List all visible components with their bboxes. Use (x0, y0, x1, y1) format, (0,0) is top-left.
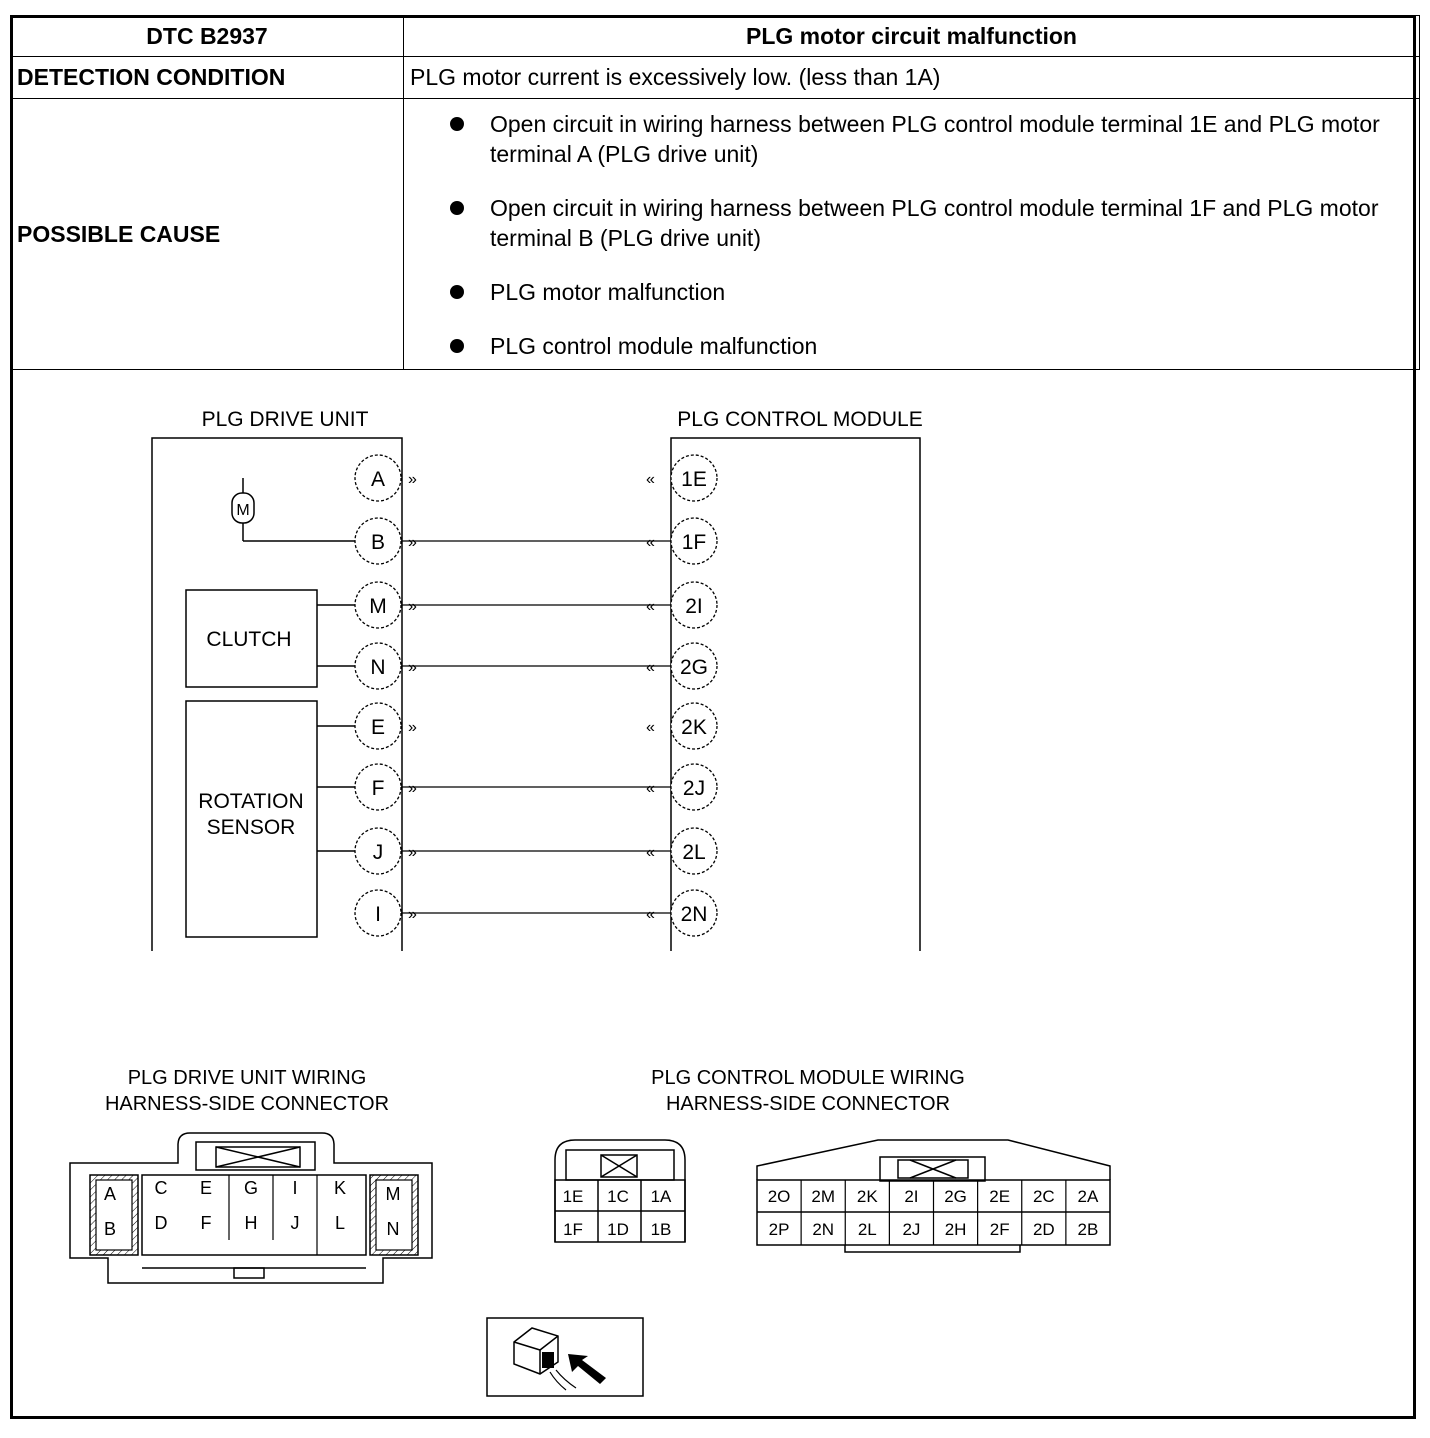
connector-pin-label: N (386, 1219, 400, 1239)
connector-pin-label: 2G (944, 1187, 967, 1206)
connector-pin-label: 1F (563, 1220, 583, 1239)
clutch-label: CLUTCH (206, 628, 292, 651)
connector-mark-icon: » (408, 598, 417, 615)
drive-connector-title-2: HARNESS-SIDE CONNECTOR (104, 1093, 390, 1115)
connector-mark-icon: « (646, 844, 655, 861)
dtc-code: DTC B2937 (11, 16, 404, 57)
list-item: PLG control module malfunction (450, 331, 1413, 361)
cause-label: POSSIBLE CAUSE (11, 99, 404, 370)
connector-pin-label: 1C (607, 1187, 629, 1206)
connector-pin-label: M (385, 1184, 401, 1204)
connector-mark-icon: « (646, 598, 655, 615)
drive-unit-title: PLG DRIVE UNIT (201, 408, 369, 431)
drive-terminal-label: F (371, 777, 385, 800)
drive-terminal-label: A (370, 468, 386, 491)
wire-group (355, 455, 717, 936)
connector-pin-label: 2F (989, 1220, 1010, 1239)
connector-pin-label: 2A (1077, 1187, 1099, 1206)
connector-mark-icon: « (646, 471, 655, 488)
connector-mark-icon: » (408, 780, 417, 797)
connector-pin-label: H (244, 1213, 258, 1233)
connector-pin-label: 2O (767, 1187, 791, 1206)
connector-pin-label: 2L (857, 1220, 877, 1239)
connector-mark-icon: « (646, 906, 655, 923)
connector-pin-label: 2M (811, 1187, 835, 1206)
sensor-label-line1: ROTATION (198, 790, 304, 813)
connector-pin-label: 1D (607, 1220, 629, 1239)
connector-pin-label: K (333, 1178, 347, 1198)
connector-mark-icon: « (646, 659, 655, 676)
list-item: Open circuit in wiring harness between PLG control module terminal 1E and PLG motor terminal A (PLG drive unit) (450, 109, 1413, 169)
connector-pin-label: 2H (944, 1220, 967, 1239)
drive-terminal-label: N (370, 656, 386, 679)
connector-pin-label: 2B (1077, 1220, 1099, 1239)
control-module-title: PLG CONTROL MODULE (677, 408, 923, 431)
connector-pin-label: 1B (650, 1220, 672, 1239)
connector-mark-icon: « (646, 719, 655, 736)
list-item: Open circuit in wiring harness between PLG control module terminal 1F and PLG motor terminal B (PLG drive unit) (450, 193, 1413, 253)
motor-icon: M (236, 502, 250, 519)
connector-mark-icon: » (408, 471, 417, 488)
connector-pin-label: J (290, 1213, 300, 1233)
motor-symbol (232, 478, 356, 541)
connector-pin-label: C (154, 1178, 168, 1198)
detection-label: DETECTION CONDITION (11, 57, 404, 99)
module-terminal-label: 1E (681, 468, 707, 491)
connector-pin-label: 2D (1032, 1220, 1055, 1239)
module-terminal-label: 2G (679, 656, 709, 679)
module-terminal-label: 2J (682, 777, 706, 800)
harness-connector-view-icon (487, 1318, 643, 1396)
connector-pin-label: 2E (989, 1187, 1011, 1206)
drive-terminal-label: M (369, 595, 387, 618)
connector-mark-icon: » (408, 906, 417, 923)
connector-pin-label: 1A (650, 1187, 672, 1206)
connector-pin-label: 2P (768, 1220, 790, 1239)
connector-pin-label: G (243, 1178, 259, 1198)
connector-mark-icon: » (408, 844, 417, 861)
connector-pin-label: F (200, 1213, 212, 1233)
connector-mark-icon: » (408, 719, 417, 736)
drive-unit-box (152, 438, 402, 951)
detection-text: PLG motor current is excessively low. (less than 1A) (404, 57, 1420, 99)
module-connector-title-1: PLG CONTROL MODULE WIRING (651, 1067, 965, 1089)
module-terminal-label: 2I (685, 595, 703, 618)
connector-pin-label: 2K (856, 1187, 878, 1206)
drive-connector-title-1: PLG DRIVE UNIT WIRING (127, 1067, 367, 1089)
connector-pin-label: 1E (562, 1187, 584, 1206)
connector-pin-label: I (292, 1178, 298, 1198)
connector-pin-label: E (199, 1178, 213, 1198)
connector-pin-label: 2N (812, 1220, 835, 1239)
drive-terminal-label: B (370, 531, 386, 554)
connector-mark-icon: « (646, 780, 655, 797)
connector-pin-label: A (103, 1184, 117, 1204)
module-connector-1-pins (563, 1187, 672, 1239)
connector-mark-icon: » (408, 659, 417, 676)
connector-mark-icon: « (646, 534, 655, 551)
sensor-label-line2: SENSOR (206, 816, 296, 839)
drive-connector-pins (104, 1178, 401, 1239)
connector-pin-label: 2I (904, 1187, 919, 1206)
drive-terminal-label: E (370, 716, 386, 739)
module-terminal-label: 2N (680, 903, 708, 926)
dtc-title: PLG motor circuit malfunction (404, 16, 1420, 57)
module-connector-title-2: HARNESS-SIDE CONNECTOR (665, 1093, 951, 1115)
module-terminal-label: 2L (682, 841, 706, 864)
connector-pin-label: D (154, 1213, 168, 1233)
module-terminal-label: 1F (681, 531, 707, 554)
drive-terminal-label: I (375, 903, 381, 926)
connector-pin-label: 2J (902, 1220, 921, 1239)
connector-pin-label: 2C (1032, 1187, 1055, 1206)
connector-mark-icon: » (408, 534, 417, 551)
module-terminal-label: 2K (681, 716, 707, 739)
connector-pin-label: B (103, 1219, 117, 1239)
control-module-box (671, 438, 920, 951)
list-item: PLG motor malfunction (450, 277, 1413, 307)
drive-terminal-label: J (372, 841, 384, 864)
connector-pin-label: L (334, 1213, 346, 1233)
